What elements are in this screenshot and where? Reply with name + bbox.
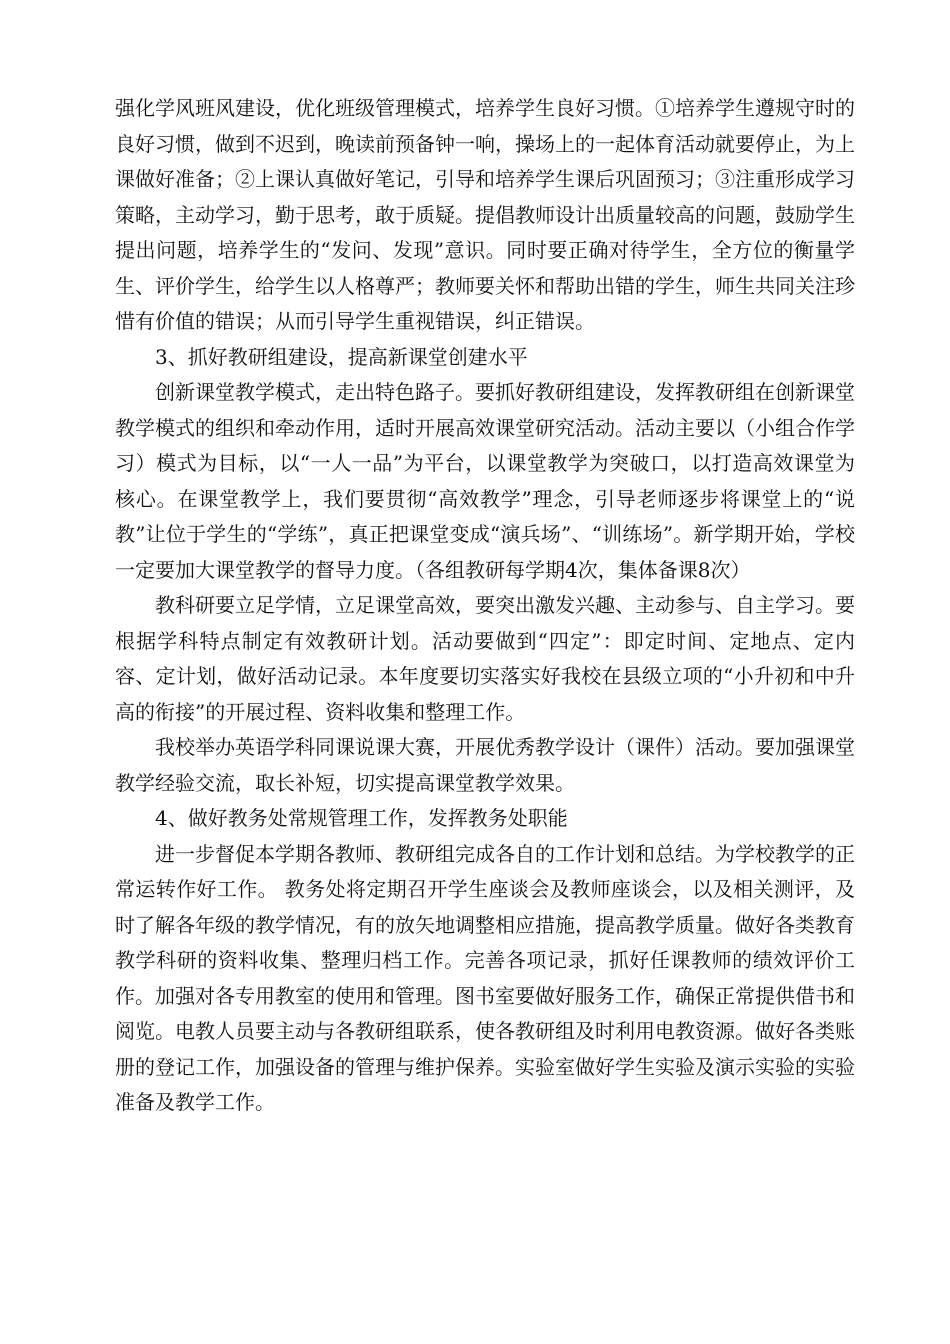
paragraph-english-contest: 我校举办英语学科同课说课大赛，开展优秀教学设计（课件）活动。要加强课堂教学经验交流，取长补短，切实提高课堂教学效果。 xyxy=(115,735,855,795)
document-body xyxy=(115,91,855,1121)
section-heading-4: 4、做好教务处常规管理工作，发挥教务处职能 xyxy=(155,806,568,830)
paragraph-academic-affairs: 进一步督促本学期各教师、教研组完成各自的工作计划和总结。为学校教学的正常运转作好工作。 教务处将定期召开学生座谈会及教师座谈会，以及相关测评，及时了解各年级的教学情况，有的放矢地调整相应措施，提高教学质量。做好各类教育教学科研的资料收集、整理归档工作。完善各项记录，抓好任课教师的绩效评价工作。加强对各专用教室的使用和管理。图书室要做好服务工作，确保正常提供借书和阅览。电教人员要主动与各教研组联系，使各教研组及时利用电教资源。做好各类账册的登记工作，加强设备的管理与维护保养。实验室做好学生实验及演示实验的实验准备及教学工作。 xyxy=(115,841,855,1114)
paragraph-class-management: 强化学风班风建设，优化班级管理模式，培养学生良好习惯。①培养学生遵规守时的良好习惯，做到不迟到，晚读前预备钟一响，操场上的一起体育活动就要停止，为上课做好准备；②上课认真做好笔记，引导和培养学生课后巩固预习；③注重形成学习策略，主动学习，勤于思考，敢于质疑。提倡教师设计出质量较高的问题，鼓励学生提出问题，培养学生的“发问、发现”意识。同时要正确对待学生，全方位的衡量学生、评价学生，给学生以人格尊严；教师要关怀和帮助出错的学生，师生共同关注珍惜有价值的错误；从而引导学生重视错误，纠正错误。 xyxy=(115,96,855,333)
paragraph-teaching-research: 教科研要立足学情，立足课堂高效，要突出激发兴趣、主动参与、自主学习。要根据学科特点制定有效教研计划。活动要做到“四定”：即定时间、定地点、定内容、定计划，做好活动记录。本年度要切实落实好我校在县级立项的“小升初和中升高的衔接”的开展过程、资料收集和整理工作。 xyxy=(115,593,855,724)
section-heading-3: 3、抓好教研组建设，提高新课堂创建水平 xyxy=(155,344,528,369)
paragraph-classroom-model: 创新课堂教学模式，走出特色路子。要抓好教研组建设，发挥教研组在创新课堂教学模式的组织和牵动作用，适时开展高效课堂研究活动。活动主要以（小组合作学习）模式为目标，以“一人一品”为平台，以课堂教学为突破口，以打造高效课堂为核心。在课堂教学上，我们要贯彻“高效教学”理念，引导老师逐步将课堂上的“说教”让位于学生的“学练”，真正把课堂变成“演兵场”、“训练场”。新学期开始，学校一定要加大课堂教学的督导力度。（各组教研每学期4次，集体备课8次） xyxy=(115,380,855,582)
